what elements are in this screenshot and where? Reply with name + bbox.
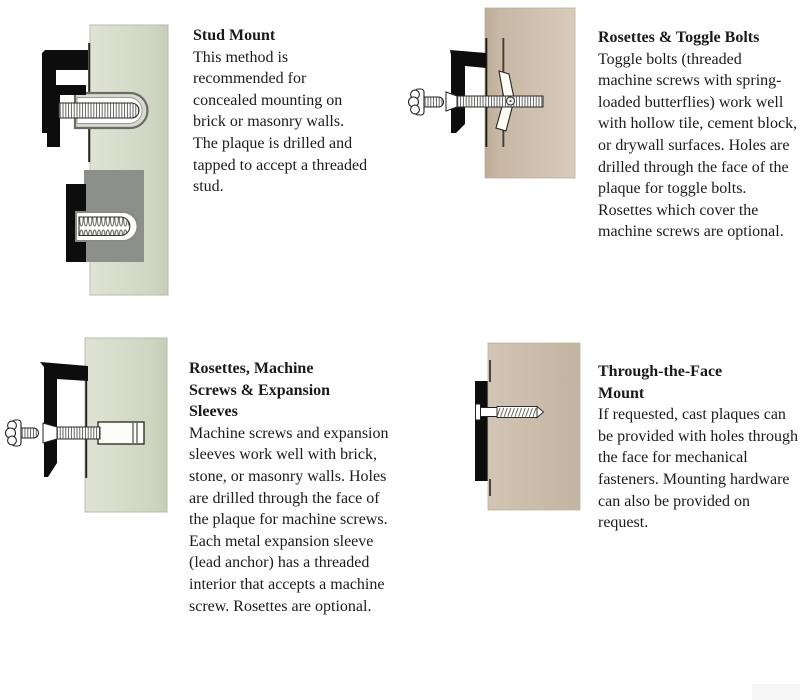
through-face-diagram bbox=[465, 335, 587, 515]
expansion-sleeve-diagram bbox=[0, 330, 190, 520]
stud-mount-diagram bbox=[0, 0, 185, 310]
toggle-pivot bbox=[507, 97, 515, 105]
wall-edge-line-bottom bbox=[489, 479, 491, 496]
section-through-the-face bbox=[598, 361, 798, 534]
section-body: Machine screws and expansion sleeves work well with brick, stone, or masonry walls. Holes are drilled through the face of the plaque for machine screws. Each metal expansion sleeve (lead anchor) has a threaded interior that accepts a machine screw. Rosettes are optional. bbox=[189, 424, 389, 615]
section-title: Stud Mount bbox=[193, 27, 276, 44]
section-body: Toggle bolts (threaded machine screws with spring-loaded butterflies) work well with hollow tile, cement block, or drywall surfaces. Holes are drilled through the face of the plaque for toggle bolts. Rosettes which cover the machine screws are optional. bbox=[598, 50, 798, 241]
plaque-bracket bbox=[40, 362, 88, 477]
section-title: Through-the-Face Mount bbox=[598, 363, 723, 402]
section-rosettes-toggle-bolts bbox=[598, 27, 798, 243]
section-title: Rosettes & Toggle Bolts bbox=[598, 29, 760, 46]
section-body: This method is recommended for concealed mounting on brick or masonry walls. The plaque is drilled and tapped to accept a threaded stud. bbox=[193, 48, 368, 196]
scan-corner-artifact bbox=[752, 684, 800, 700]
plaque-bracket bbox=[450, 50, 486, 133]
wall-edge-line bbox=[85, 368, 87, 478]
hollow-wall-cross-section bbox=[485, 8, 575, 178]
toggle-bolt-diagram bbox=[400, 0, 590, 190]
section-body: If requested, cast plaques can be provided with holes through the face for mechanical fasteners. Mounting hardware can also be provided on request. bbox=[598, 406, 798, 532]
wall-cross-section bbox=[488, 343, 580, 510]
section-rosettes-machine-screws bbox=[189, 358, 389, 617]
section-title: Rosettes, Machine Screws & Expansion Sleeves bbox=[189, 360, 331, 421]
rosette bbox=[409, 89, 444, 115]
rosette bbox=[6, 420, 39, 446]
threaded-stud bbox=[59, 103, 139, 118]
expansion-sleeve bbox=[98, 422, 144, 444]
wall-edge-line-top bbox=[489, 360, 491, 382]
threaded-stud-block bbox=[79, 217, 130, 236]
section-stud-mount bbox=[193, 25, 371, 198]
